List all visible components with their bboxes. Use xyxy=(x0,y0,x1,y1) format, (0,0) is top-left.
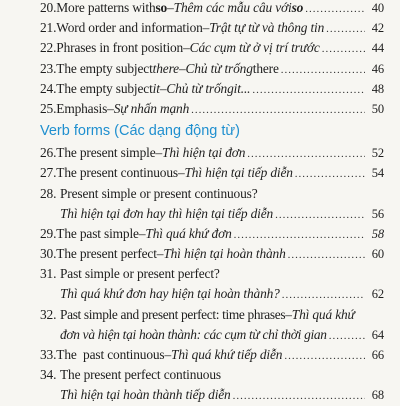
entry-title-vi: Thì quá khứ đơn hay hiện tại hoàn thành? xyxy=(60,286,280,302)
leader-dots xyxy=(281,60,365,80)
entry-title-vi-keyword: there xyxy=(252,60,279,76)
entry-title-en: Past simple and present perfect: time phrases xyxy=(60,306,286,322)
entry-title-en: Present simple or present continuous? xyxy=(60,185,258,201)
toc-entry-21 xyxy=(40,18,384,38)
entry-title-en: Past simple or present perfect? xyxy=(60,266,220,282)
leader-dots xyxy=(234,225,365,245)
entry-title-vi: Thì hiện tại đơn xyxy=(162,145,246,161)
section-title-vi: (Các dạng động từ) xyxy=(114,123,240,140)
entry-title-en-keyword: so xyxy=(155,0,168,15)
section-title-en: Verb forms xyxy=(40,123,111,140)
toc-entry-31 xyxy=(40,264,384,304)
entry-page: 58 xyxy=(371,226,384,241)
entry-title-vi: Thì hiện tại tiếp diễn xyxy=(184,165,293,181)
entry-page: 46 xyxy=(371,61,384,76)
entry-dash: – xyxy=(156,246,164,262)
toc-entry-33 xyxy=(40,345,384,365)
entry-number: 29. xyxy=(40,225,57,241)
entry-dash: – xyxy=(159,80,167,96)
section-heading-verb-forms xyxy=(40,121,400,143)
entry-dash: – xyxy=(155,145,163,161)
leader-dots xyxy=(305,0,365,19)
entry-page: 48 xyxy=(371,81,384,96)
entry-page: 68 xyxy=(371,388,384,403)
entry-page: 40 xyxy=(371,1,384,15)
entry-dash: – xyxy=(178,60,186,76)
entry-title-en: The empty subject xyxy=(56,80,153,96)
leader-dots xyxy=(322,39,365,59)
entry-title-vi: Thêm các mẫu câu với xyxy=(173,0,292,15)
entry-number: 26. xyxy=(40,145,57,161)
entry-title-en: The empty subject xyxy=(56,60,153,76)
entry-number: 27. xyxy=(40,165,57,181)
entry-title-en: The present perfect xyxy=(56,246,157,262)
entry-page: 62 xyxy=(371,287,384,302)
entry-number: 31. xyxy=(40,266,57,282)
entry-title-vi-keyword: it... xyxy=(233,80,251,96)
entry-title-en: Phrases in front position xyxy=(56,40,184,56)
leader-dots xyxy=(284,346,365,366)
entry-page: 60 xyxy=(371,247,384,262)
leader-dots xyxy=(295,164,365,184)
entry-title-vi: Thì quá khứ tiếp diễn xyxy=(171,347,283,362)
entry-title-vi: Thì hiện tại đơn hay thì hiện tại tiếp diễn xyxy=(60,205,274,221)
entry-title-vi: Trật tự từ và thông tin xyxy=(209,20,325,36)
entry-title-vi-cont: đơn và hiện tại hoàn thành: các cụm từ chỉ thời gian xyxy=(60,326,327,342)
entry-dash: – xyxy=(107,100,114,116)
entry-title-vi: Sự nhấn mạnh xyxy=(113,100,190,116)
entry-number: 22. xyxy=(40,40,57,56)
toc-entry-29 xyxy=(40,224,384,244)
entry-number: 20. xyxy=(40,0,57,15)
entry-title-en: The past simple xyxy=(56,225,139,241)
entry-title-en: More patterns with xyxy=(56,0,156,15)
toc-entry-20 xyxy=(40,0,384,18)
entry-number: 23. xyxy=(40,60,57,76)
toc-entry-22 xyxy=(40,38,384,58)
entry-dash: – xyxy=(285,306,292,322)
toc-entry-23 xyxy=(40,59,384,79)
leader-dots xyxy=(247,144,365,164)
entry-number: 25. xyxy=(40,100,57,116)
entry-title-en: The present perfect continuous xyxy=(60,367,221,383)
entry-dash: – xyxy=(167,0,174,15)
toc-entry-32 xyxy=(40,305,384,345)
toc-entry-28 xyxy=(40,184,384,224)
entry-page: 44 xyxy=(371,41,384,56)
entry-title-en: The present simple xyxy=(56,145,156,161)
entry-dash: – xyxy=(164,347,172,362)
entry-number: 32. xyxy=(40,306,57,322)
entry-page: 64 xyxy=(371,327,384,342)
entry-title-en: Emphasis xyxy=(56,100,108,116)
entry-page: 54 xyxy=(371,166,384,181)
entry-number: 21. xyxy=(40,20,57,36)
entry-page: 66 xyxy=(371,348,384,362)
entry-page: 50 xyxy=(371,101,384,116)
leader-dots xyxy=(252,80,365,100)
toc-entry-25 xyxy=(40,99,384,119)
entry-page: 42 xyxy=(371,21,384,36)
entry-number: 33. xyxy=(40,347,57,362)
entry-title-en: Word order and information xyxy=(56,20,203,36)
entry-dash: – xyxy=(138,225,146,241)
entry-number: 34. xyxy=(40,367,57,383)
entry-page: 52 xyxy=(371,146,384,161)
entry-title-vi: Thì hiện tại hoàn thành xyxy=(163,246,286,262)
entry-number: 30. xyxy=(40,246,57,262)
entry-dash: – xyxy=(183,40,190,56)
entry-title-en: The present continuous xyxy=(56,165,178,181)
entry-dash: – xyxy=(177,165,185,181)
leader-dots xyxy=(326,19,365,39)
entry-title-en: The past continuous xyxy=(56,347,165,362)
toc-entry-27 xyxy=(40,163,384,183)
entry-title-vi: Các cụm từ ở vị trí trước xyxy=(189,40,320,56)
entry-number: 24. xyxy=(40,80,57,96)
entry-dash: – xyxy=(202,20,210,36)
entry-title-vi: Thì quá khứ đơn xyxy=(145,225,232,241)
entry-title-vi: Thì hiện tại hoàn thành tiếp diễn xyxy=(60,387,231,403)
entry-title-vi-keyword: so xyxy=(291,0,304,15)
leader-dots xyxy=(275,205,365,225)
leader-dots xyxy=(282,285,365,305)
entry-title-vi: Chủ từ trống xyxy=(185,60,253,76)
entry-page: 56 xyxy=(371,206,384,221)
entry-title-en-keyword: there xyxy=(152,60,179,76)
entry-title-vi: Thì quá khứ xyxy=(291,306,355,322)
entry-number: 28. xyxy=(40,185,57,201)
toc-entry-24 xyxy=(40,79,384,99)
leader-dots xyxy=(329,326,365,346)
leader-dots xyxy=(288,245,365,265)
toc-entry-26 xyxy=(40,143,384,163)
entry-title-vi: Chủ từ trống xyxy=(166,80,234,96)
leader-dots xyxy=(191,100,365,120)
entry-title-en-keyword: it xyxy=(152,80,160,96)
leader-dots xyxy=(233,386,365,406)
toc-entry-30 xyxy=(40,244,384,264)
